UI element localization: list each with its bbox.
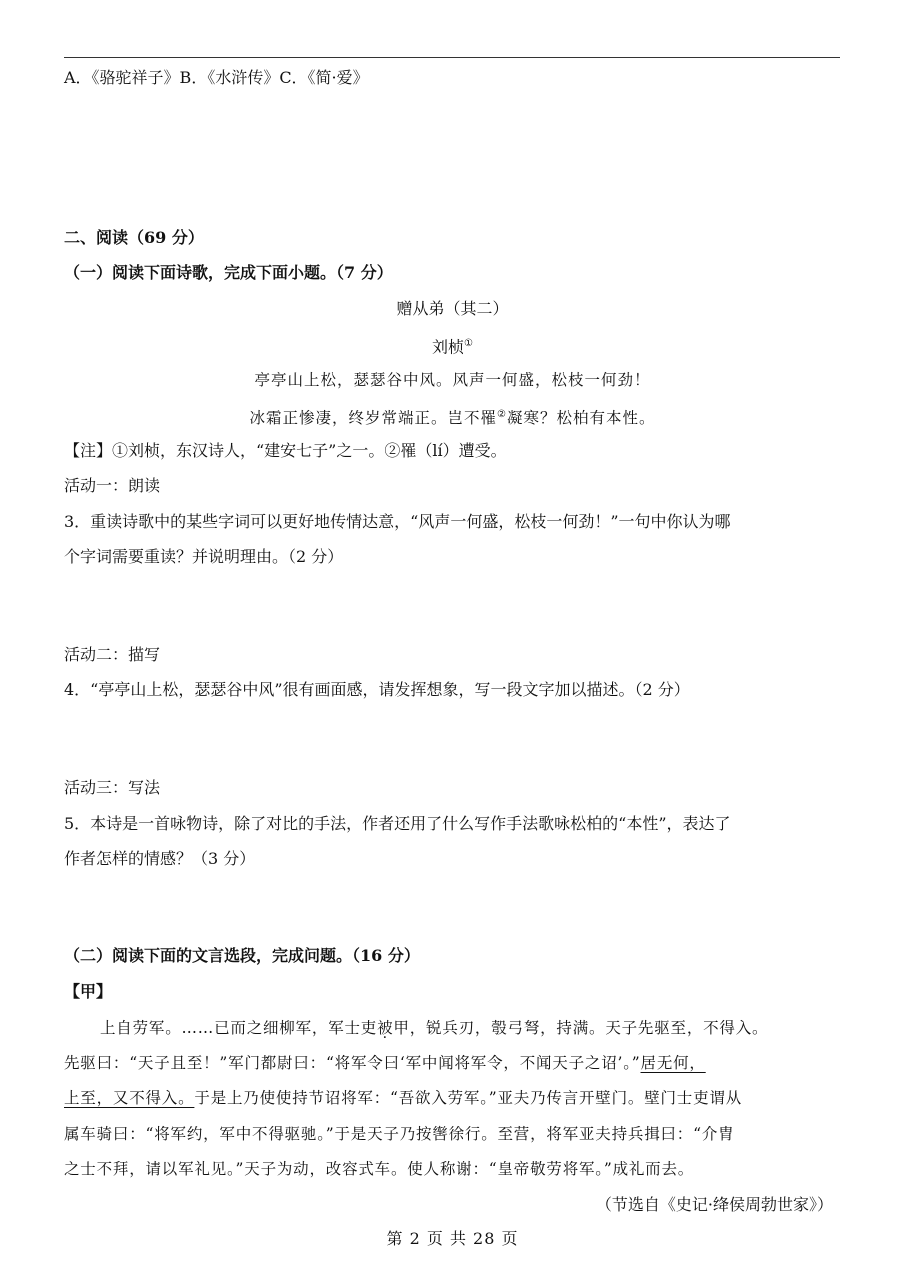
poem-author-name: 刘桢 [432,337,465,357]
source-citation: （节选自《史记·绛侯周勃世家》） [595,1195,833,1214]
passage-line-5: 之士不拜，请以军礼见。”天子为动，改容式车。使人称谢：“皇帝敬劳将军。”成礼而去。 [64,1160,695,1178]
section-title: 二、阅读（69 分） [64,228,204,247]
poem-note: 【注】①刘桢，东汉诗人，“建安七子”之一。②罹（lí）遭受。 [64,441,507,460]
emphasis-dot-char: 被 [377,1019,394,1037]
passage-line-4: 属车骑曰：“将军约，军中不得驱驰。”于是天子乃按辔徐行。至营，将军亚夫持兵揖曰：“介胄 [64,1125,735,1143]
jia-label: 【甲】 [64,982,113,1001]
poem-author [0,334,905,357]
poem-title: 赠从弟（其二） [396,299,509,318]
part2-title: （二）阅读下面的文言选段，完成问题。（16 分） [64,946,420,965]
passage-line-1-part-b: 甲，锐兵刃，彀弓弩，持满。天子先驱至，不得入。 [393,1019,769,1037]
passage-line-3 [64,1088,742,1108]
underlined-sentence-start: 居无何， [640,1054,706,1072]
question-4: 4．“亭亭山上松，瑟瑟谷中风”很有画面感，请发挥想象，写一段文字加以描述。（2 分） [64,680,690,699]
underlined-sentence-end: 上至，又不得入。 [64,1089,195,1107]
header-rule [64,57,840,58]
poem-line-2 [0,405,905,428]
question-3-line-1: 3．重读诗歌中的某些字词可以更好地传情达意，“风声一何盛，松枝一何劲！”一句中你认为哪 [64,512,731,531]
activity-1: 活动一：朗读 [64,476,161,495]
question-3-line-2: 个字词需要重读？并说明理由。（2 分） [64,547,344,566]
passage-line-1-part-a: 上自劳军。……已而之细柳军，军士吏 [100,1019,378,1037]
footnote-mark: ② [497,409,507,420]
passage-line-2 [64,1053,706,1073]
passage-line-1 [100,1018,768,1038]
part1-title: （一）阅读下面诗歌，完成下面小题。（7 分） [64,263,393,282]
passage-line-3-part-b: 于是上乃使使持节诏将军：“吾欲入劳军。”亚夫乃传言开壁门。壁门士吏谓从 [194,1089,743,1107]
question-5-line-1: 5．本诗是一首咏物诗，除了对比的手法，作者还用了什么写作手法歌咏松柏的“本性”，表达了 [64,814,731,833]
footnote-mark: ① [464,338,473,349]
activity-2: 活动二：描写 [64,645,161,664]
activity-3: 活动三：写法 [64,778,161,797]
poem-line-2-part-a: 冰霜正惨凄，终岁常端正。岂不罹 [249,409,498,428]
question-5-line-2: 作者怎样的情感？（3 分） [64,849,256,868]
passage-line-2-part-a: 先驱曰：“天子且至！”军门都尉曰：“将军令曰‘军中闻将军令，不闻天子之诏’。” [64,1054,641,1072]
poem-line-2-part-b: 凝寒？松柏有本性。 [506,409,656,428]
poem-line-1: 亭亭山上松，瑟瑟谷中风。风声一何盛，松枝一何劲！ [254,371,651,389]
page-footer: 第 2 页 共 28 页 [386,1229,519,1248]
options-line: A．《骆驼祥子》B．《水浒传》C．《简·爱》 [64,68,369,87]
